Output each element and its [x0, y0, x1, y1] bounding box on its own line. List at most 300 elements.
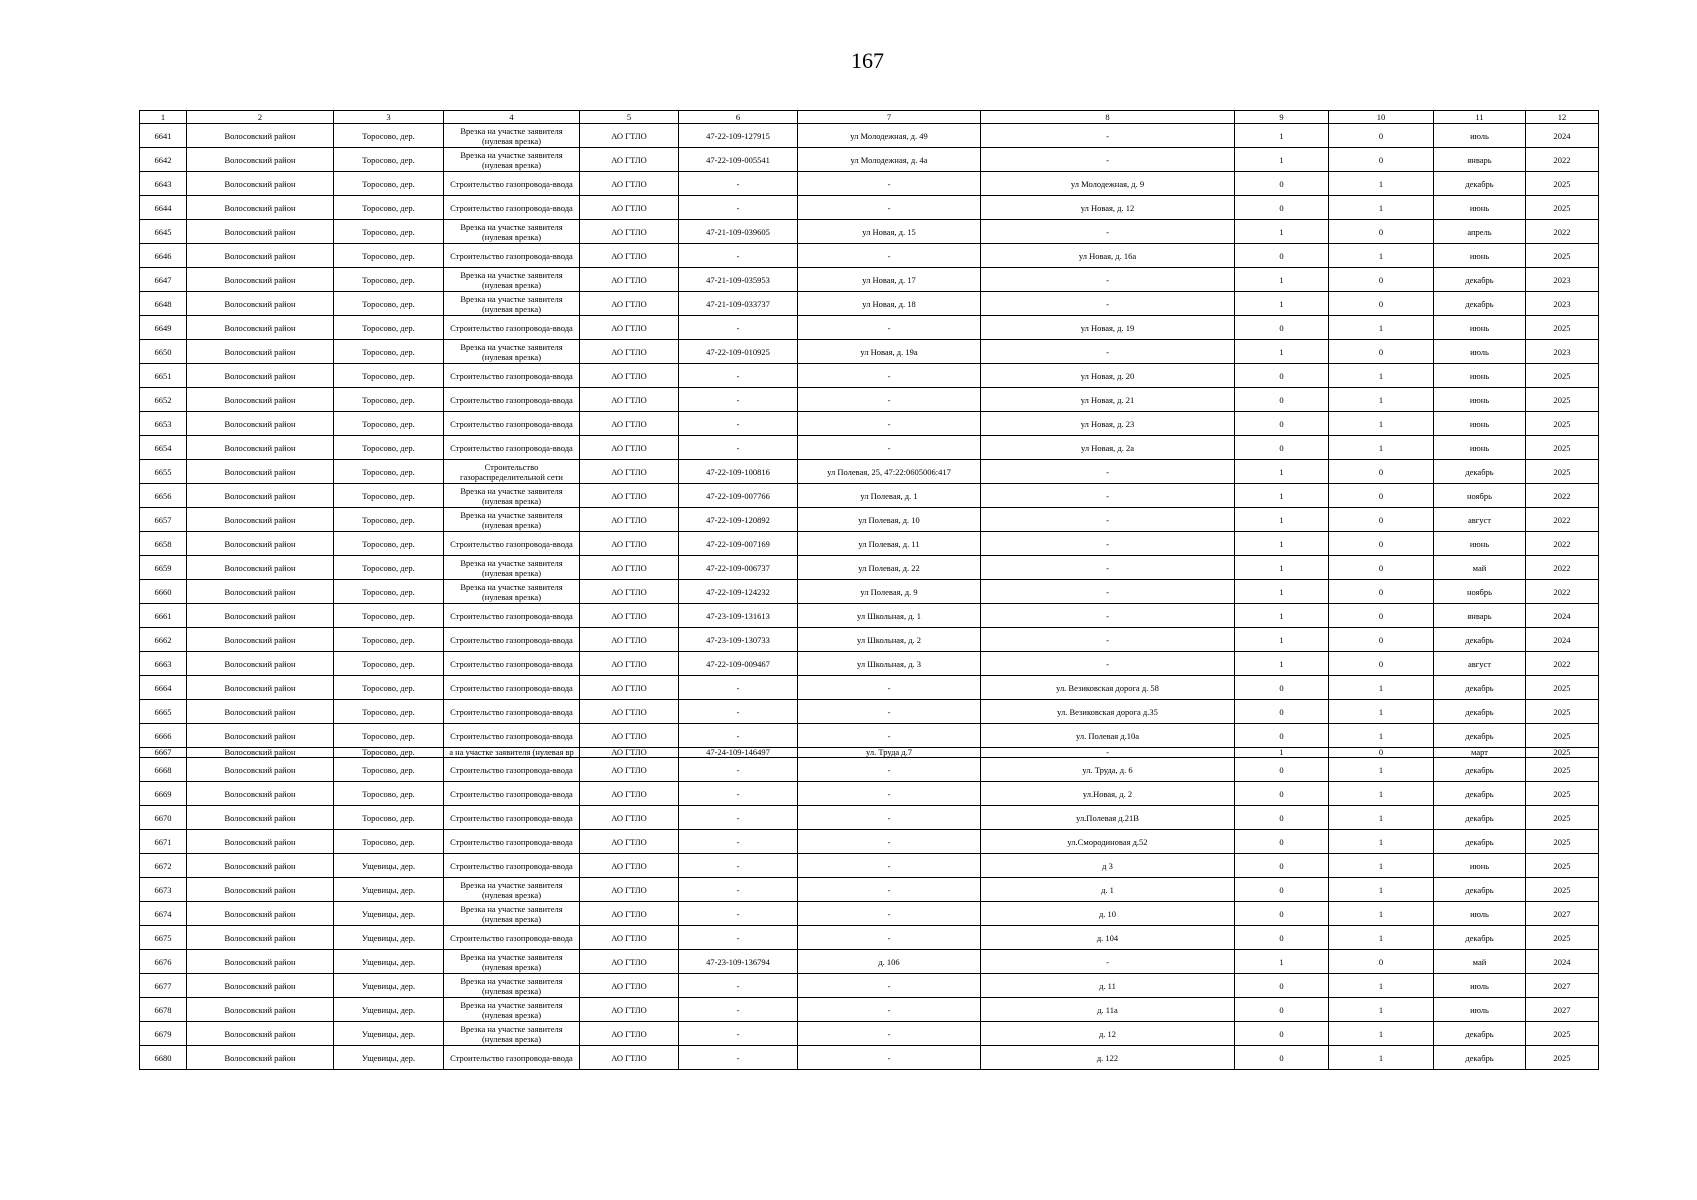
count-col-10-cell: 1: [1329, 806, 1434, 830]
object-address-cell: -: [981, 748, 1235, 758]
count-col-10-cell: 1: [1329, 1046, 1434, 1070]
district-cell: Волосовский район: [187, 974, 334, 998]
settlement-cell: Торосово, дер.: [334, 604, 444, 628]
settlement-cell: Торосово, дер.: [334, 830, 444, 854]
object-address-cell: ул.Полевая д.21В: [981, 806, 1235, 830]
row-number-cell: 6649: [140, 316, 187, 340]
settlement-cell: Ущевицы, дер.: [334, 926, 444, 950]
settlement-cell: Торосово, дер.: [334, 316, 444, 340]
count-col-9-cell: 0: [1235, 974, 1329, 998]
application-number-cell: 47-22-109-007169: [679, 532, 798, 556]
table-row: [140, 364, 1599, 388]
count-col-9-cell: 0: [1235, 782, 1329, 806]
count-col-10-cell: 0: [1329, 292, 1434, 316]
organization-cell: АО ГТЛО: [580, 806, 679, 830]
application-number-cell: -: [679, 806, 798, 830]
count-col-9-cell: 0: [1235, 172, 1329, 196]
application-number-cell: -: [679, 196, 798, 220]
year-cell: 2022: [1526, 652, 1599, 676]
settlement-cell: Торосово, дер.: [334, 556, 444, 580]
connection-address-cell: -: [798, 758, 981, 782]
row-number-cell: 6641: [140, 124, 187, 148]
object-address-cell: д. 11а: [981, 998, 1235, 1022]
table-row: [140, 412, 1599, 436]
object-address-cell: ул. Везиковская дорога д. 58: [981, 676, 1235, 700]
count-col-10-cell: 1: [1329, 364, 1434, 388]
month-cell: август: [1434, 508, 1526, 532]
work-type-cell: Врезка на участке заявителя (нулевая врезка): [444, 508, 580, 532]
settlement-cell: Торосово, дер.: [334, 700, 444, 724]
row-number-cell: 6650: [140, 340, 187, 364]
object-address-cell: ул. Полевая д.10а: [981, 724, 1235, 748]
count-col-10-cell: 0: [1329, 748, 1434, 758]
object-address-cell: -: [981, 340, 1235, 364]
row-number-cell: 6642: [140, 148, 187, 172]
count-col-9-cell: 0: [1235, 676, 1329, 700]
settlement-cell: Торосово, дер.: [334, 412, 444, 436]
count-col-9-cell: 1: [1235, 652, 1329, 676]
organization-cell: АО ГТЛО: [580, 724, 679, 748]
connection-address-cell: -: [798, 1046, 981, 1070]
settlement-cell: Торосово, дер.: [334, 806, 444, 830]
year-cell: 2022: [1526, 532, 1599, 556]
year-cell: 2022: [1526, 556, 1599, 580]
district-cell: Волосовский район: [187, 244, 334, 268]
count-col-9-cell: 0: [1235, 854, 1329, 878]
object-address-cell: -: [981, 508, 1235, 532]
organization-cell: АО ГТЛО: [580, 364, 679, 388]
connection-address-cell: ул Новая, д. 19а: [798, 340, 981, 364]
month-cell: декабрь: [1434, 724, 1526, 748]
year-cell: 2025: [1526, 196, 1599, 220]
year-cell: 2025: [1526, 878, 1599, 902]
year-cell: 2022: [1526, 148, 1599, 172]
object-address-cell: ул. Труда, д. 6: [981, 758, 1235, 782]
work-type-cell: Врезка на участке заявителя (нулевая врезка): [444, 998, 580, 1022]
work-type-cell: Строительство газопровода-ввода: [444, 628, 580, 652]
connection-address-cell: -: [798, 926, 981, 950]
count-col-9-cell: 1: [1235, 580, 1329, 604]
settlement-cell: Торосово, дер.: [334, 508, 444, 532]
month-cell: январь: [1434, 148, 1526, 172]
connection-address-cell: -: [798, 782, 981, 806]
work-type-cell: Строительство газопровода-ввода: [444, 532, 580, 556]
object-address-cell: -: [981, 220, 1235, 244]
year-cell: 2025: [1526, 1022, 1599, 1046]
organization-cell: АО ГТЛО: [580, 652, 679, 676]
object-address-cell: -: [981, 556, 1235, 580]
connection-address-cell: -: [798, 830, 981, 854]
settlement-cell: Ущевицы, дер.: [334, 974, 444, 998]
district-cell: Волосовский район: [187, 604, 334, 628]
district-cell: Волосовский район: [187, 460, 334, 484]
month-cell: ноябрь: [1434, 580, 1526, 604]
district-cell: Волосовский район: [187, 902, 334, 926]
count-col-10-cell: 1: [1329, 412, 1434, 436]
table-row: [140, 700, 1599, 724]
application-number-cell: 47-22-109-007766: [679, 484, 798, 508]
table-row: [140, 316, 1599, 340]
settlement-cell: Торосово, дер.: [334, 724, 444, 748]
organization-cell: АО ГТЛО: [580, 580, 679, 604]
application-number-cell: 47-22-109-120892: [679, 508, 798, 532]
count-col-10-cell: 1: [1329, 830, 1434, 854]
count-col-10-cell: 1: [1329, 388, 1434, 412]
settlement-cell: Торосово, дер.: [334, 244, 444, 268]
district-cell: Волосовский район: [187, 124, 334, 148]
work-type-cell: Врезка на участке заявителя (нулевая врезка): [444, 902, 580, 926]
application-number-cell: -: [679, 1046, 798, 1070]
count-col-10-cell: 1: [1329, 998, 1434, 1022]
count-col-9-cell: 0: [1235, 412, 1329, 436]
settlement-cell: Ущевицы, дер.: [334, 854, 444, 878]
application-number-cell: 47-23-109-130733: [679, 628, 798, 652]
count-col-10-cell: 1: [1329, 974, 1434, 998]
work-type-cell: Врезка на участке заявителя (нулевая врезка): [444, 1022, 580, 1046]
count-col-10-cell: 0: [1329, 950, 1434, 974]
table-row: [140, 974, 1599, 998]
year-cell: 2025: [1526, 676, 1599, 700]
month-cell: июнь: [1434, 196, 1526, 220]
row-number-cell: 6676: [140, 950, 187, 974]
application-number-cell: -: [679, 830, 798, 854]
year-cell: 2027: [1526, 974, 1599, 998]
work-type-cell: Строительство газопровода-ввода: [444, 700, 580, 724]
district-cell: Волосовский район: [187, 508, 334, 532]
table-row: [140, 652, 1599, 676]
application-number-cell: 47-22-109-127915: [679, 124, 798, 148]
district-cell: Волосовский район: [187, 806, 334, 830]
row-number-cell: 6671: [140, 830, 187, 854]
connection-address-cell: -: [798, 316, 981, 340]
count-col-9-cell: 1: [1235, 556, 1329, 580]
table-row: [140, 124, 1599, 148]
column-header: 10: [1329, 111, 1434, 124]
district-cell: Волосовский район: [187, 196, 334, 220]
row-number-cell: 6651: [140, 364, 187, 388]
object-address-cell: -: [981, 532, 1235, 556]
table-row: [140, 806, 1599, 830]
object-address-cell: ул Новая, д. 23: [981, 412, 1235, 436]
column-header: 12: [1526, 111, 1599, 124]
count-col-10-cell: 0: [1329, 508, 1434, 532]
table-row: [140, 556, 1599, 580]
connection-address-cell: -: [798, 998, 981, 1022]
table-row: [140, 724, 1599, 748]
count-col-9-cell: 1: [1235, 460, 1329, 484]
settlement-cell: Торосово, дер.: [334, 388, 444, 412]
count-col-10-cell: 1: [1329, 854, 1434, 878]
column-header: 3: [334, 111, 444, 124]
organization-cell: АО ГТЛО: [580, 148, 679, 172]
row-number-cell: 6653: [140, 412, 187, 436]
application-number-cell: -: [679, 902, 798, 926]
month-cell: март: [1434, 748, 1526, 758]
row-number-cell: 6680: [140, 1046, 187, 1070]
work-type-cell: Строительство газопровода-ввода: [444, 412, 580, 436]
month-cell: апрель: [1434, 220, 1526, 244]
year-cell: 2024: [1526, 628, 1599, 652]
district-cell: Волосовский район: [187, 700, 334, 724]
table-row: [140, 950, 1599, 974]
district-cell: Волосовский район: [187, 748, 334, 758]
connection-address-cell: ул Школьная, д. 1: [798, 604, 981, 628]
count-col-10-cell: 0: [1329, 628, 1434, 652]
work-type-cell: Строительство газопровода-ввода: [444, 172, 580, 196]
month-cell: декабрь: [1434, 460, 1526, 484]
row-number-cell: 6647: [140, 268, 187, 292]
organization-cell: АО ГТЛО: [580, 508, 679, 532]
column-header: 11: [1434, 111, 1526, 124]
district-cell: Волосовский район: [187, 950, 334, 974]
work-type-cell: Врезка на участке заявителя (нулевая врезка): [444, 292, 580, 316]
application-number-cell: -: [679, 700, 798, 724]
work-type-cell: Врезка на участке заявителя (нулевая врезка): [444, 340, 580, 364]
count-col-10-cell: 0: [1329, 268, 1434, 292]
connection-address-cell: ул Новая, д. 17: [798, 268, 981, 292]
district-cell: Волосовский район: [187, 926, 334, 950]
work-type-cell: Строительство газопровода-ввода: [444, 1046, 580, 1070]
month-cell: ноябрь: [1434, 484, 1526, 508]
organization-cell: АО ГТЛО: [580, 902, 679, 926]
organization-cell: АО ГТЛО: [580, 220, 679, 244]
connection-address-cell: -: [798, 974, 981, 998]
settlement-cell: Торосово, дер.: [334, 460, 444, 484]
connection-address-cell: -: [798, 854, 981, 878]
year-cell: 2024: [1526, 950, 1599, 974]
district-cell: Волосовский район: [187, 364, 334, 388]
application-number-cell: 47-21-109-039605: [679, 220, 798, 244]
month-cell: июнь: [1434, 532, 1526, 556]
object-address-cell: -: [981, 652, 1235, 676]
connection-address-cell: ул Школьная, д. 2: [798, 628, 981, 652]
year-cell: 2023: [1526, 268, 1599, 292]
organization-cell: АО ГТЛО: [580, 484, 679, 508]
page-number: 167: [851, 48, 884, 73]
settlement-cell: Торосово, дер.: [334, 268, 444, 292]
connection-address-cell: ул Новая, д. 15: [798, 220, 981, 244]
row-number-cell: 6645: [140, 220, 187, 244]
work-type-cell: Строительство газораспределительной сети: [444, 460, 580, 484]
settlement-cell: Торосово, дер.: [334, 220, 444, 244]
connection-address-cell: ул Полевая, д. 9: [798, 580, 981, 604]
table-row: [140, 1022, 1599, 1046]
connection-address-cell: ул Полевая, 25, 47:22:0605006:417: [798, 460, 981, 484]
month-cell: декабрь: [1434, 758, 1526, 782]
district-cell: Волосовский район: [187, 292, 334, 316]
settlement-cell: Торосово, дер.: [334, 148, 444, 172]
district-cell: Волосовский район: [187, 1022, 334, 1046]
object-address-cell: -: [981, 292, 1235, 316]
organization-cell: АО ГТЛО: [580, 412, 679, 436]
settlement-cell: Торосово, дер.: [334, 628, 444, 652]
row-number-cell: 6672: [140, 854, 187, 878]
organization-cell: АО ГТЛО: [580, 244, 679, 268]
table-body: [140, 124, 1599, 1070]
connection-address-cell: ул Новая, д. 18: [798, 292, 981, 316]
row-number-cell: 6668: [140, 758, 187, 782]
connection-address-cell: -: [798, 172, 981, 196]
year-cell: 2023: [1526, 292, 1599, 316]
district-cell: Волосовский район: [187, 854, 334, 878]
row-number-cell: 6674: [140, 902, 187, 926]
organization-cell: АО ГТЛО: [580, 926, 679, 950]
year-cell: 2025: [1526, 388, 1599, 412]
organization-cell: АО ГТЛО: [580, 950, 679, 974]
district-cell: Волосовский район: [187, 436, 334, 460]
district-cell: Волосовский район: [187, 220, 334, 244]
table-row: [140, 508, 1599, 532]
work-type-cell: Строительство газопровода-ввода: [444, 782, 580, 806]
organization-cell: АО ГТЛО: [580, 292, 679, 316]
month-cell: август: [1434, 652, 1526, 676]
row-number-cell: 6660: [140, 580, 187, 604]
application-number-cell: -: [679, 998, 798, 1022]
year-cell: 2025: [1526, 748, 1599, 758]
organization-cell: АО ГТЛО: [580, 854, 679, 878]
organization-cell: АО ГТЛО: [580, 460, 679, 484]
count-col-9-cell: 0: [1235, 1046, 1329, 1070]
row-number-cell: 6664: [140, 676, 187, 700]
district-cell: Волосовский район: [187, 830, 334, 854]
application-number-cell: -: [679, 364, 798, 388]
settlement-cell: Торосово, дер.: [334, 782, 444, 806]
object-address-cell: ул Новая, д. 2а: [981, 436, 1235, 460]
work-type-cell: Строительство газопровода-ввода: [444, 926, 580, 950]
column-header: 4: [444, 111, 580, 124]
connection-address-cell: ул Полевая, д. 22: [798, 556, 981, 580]
count-col-9-cell: 0: [1235, 196, 1329, 220]
month-cell: июль: [1434, 340, 1526, 364]
count-col-9-cell: 1: [1235, 292, 1329, 316]
connection-address-cell: -: [798, 902, 981, 926]
object-address-cell: -: [981, 124, 1235, 148]
year-cell: 2025: [1526, 854, 1599, 878]
month-cell: январь: [1434, 604, 1526, 628]
settlement-cell: Ущевицы, дер.: [334, 1022, 444, 1046]
count-col-9-cell: 0: [1235, 806, 1329, 830]
count-col-10-cell: 1: [1329, 316, 1434, 340]
object-address-cell: д. 1: [981, 878, 1235, 902]
count-col-10-cell: 0: [1329, 124, 1434, 148]
object-address-cell: ул Молодежная, д. 9: [981, 172, 1235, 196]
count-col-9-cell: 0: [1235, 700, 1329, 724]
count-col-9-cell: 1: [1235, 950, 1329, 974]
connection-address-cell: ул Молодежная, д. 4а: [798, 148, 981, 172]
application-number-cell: 47-22-109-010925: [679, 340, 798, 364]
count-col-9-cell: 0: [1235, 436, 1329, 460]
year-cell: 2025: [1526, 806, 1599, 830]
organization-cell: АО ГТЛО: [580, 340, 679, 364]
table-row: [140, 758, 1599, 782]
district-cell: Волосовский район: [187, 316, 334, 340]
row-number-cell: 6644: [140, 196, 187, 220]
district-cell: Волосовский район: [187, 412, 334, 436]
application-number-cell: 47-21-109-035953: [679, 268, 798, 292]
application-number-cell: 47-22-109-006737: [679, 556, 798, 580]
count-col-10-cell: 1: [1329, 782, 1434, 806]
year-cell: 2025: [1526, 412, 1599, 436]
year-cell: 2025: [1526, 1046, 1599, 1070]
work-type-cell: Врезка на участке заявителя (нулевая врезка): [444, 974, 580, 998]
object-address-cell: ул Новая, д. 21: [981, 388, 1235, 412]
count-col-9-cell: 1: [1235, 220, 1329, 244]
settlement-cell: Ущевицы, дер.: [334, 902, 444, 926]
table-row: [140, 436, 1599, 460]
district-cell: Волосовский район: [187, 172, 334, 196]
count-col-9-cell: 0: [1235, 1022, 1329, 1046]
object-address-cell: ул. Везиковская дорога д.35: [981, 700, 1235, 724]
object-address-cell: -: [981, 950, 1235, 974]
district-cell: Волосовский район: [187, 878, 334, 902]
row-number-cell: 6661: [140, 604, 187, 628]
application-number-cell: -: [679, 758, 798, 782]
count-col-9-cell: 0: [1235, 758, 1329, 782]
connection-address-cell: -: [798, 1022, 981, 1046]
settlement-cell: Ущевицы, дер.: [334, 998, 444, 1022]
row-number-cell: 6669: [140, 782, 187, 806]
object-address-cell: д. 122: [981, 1046, 1235, 1070]
month-cell: июнь: [1434, 388, 1526, 412]
settlement-cell: Торосово, дер.: [334, 292, 444, 316]
row-number-cell: 6643: [140, 172, 187, 196]
district-cell: Волосовский район: [187, 148, 334, 172]
count-col-10-cell: 0: [1329, 580, 1434, 604]
table-row: [140, 268, 1599, 292]
data-table: [139, 110, 1599, 1070]
month-cell: июнь: [1434, 436, 1526, 460]
month-cell: декабрь: [1434, 700, 1526, 724]
settlement-cell: Торосово, дер.: [334, 580, 444, 604]
organization-cell: АО ГТЛО: [580, 436, 679, 460]
organization-cell: АО ГТЛО: [580, 830, 679, 854]
work-type-cell: Врезка на участке заявителя (нулевая врезка): [444, 580, 580, 604]
organization-cell: АО ГТЛО: [580, 124, 679, 148]
row-number-cell: 6656: [140, 484, 187, 508]
settlement-cell: Торосово, дер.: [334, 484, 444, 508]
connection-address-cell: -: [798, 364, 981, 388]
row-number-cell: 6665: [140, 700, 187, 724]
column-header: 5: [580, 111, 679, 124]
connection-address-cell: -: [798, 806, 981, 830]
application-number-cell: -: [679, 172, 798, 196]
row-number-cell: 6678: [140, 998, 187, 1022]
organization-cell: АО ГТЛО: [580, 1046, 679, 1070]
connection-address-cell: -: [798, 196, 981, 220]
organization-cell: АО ГТЛО: [580, 1022, 679, 1046]
work-type-cell: Строительство газопровода-ввода: [444, 724, 580, 748]
count-col-9-cell: 1: [1235, 268, 1329, 292]
column-header: 9: [1235, 111, 1329, 124]
row-number-cell: 6657: [140, 508, 187, 532]
count-col-10-cell: 0: [1329, 340, 1434, 364]
count-col-9-cell: 1: [1235, 508, 1329, 532]
column-header: 2: [187, 111, 334, 124]
object-address-cell: ул Новая, д. 19: [981, 316, 1235, 340]
district-cell: Волосовский район: [187, 676, 334, 700]
settlement-cell: Торосово, дер.: [334, 124, 444, 148]
table-row: [140, 926, 1599, 950]
count-col-9-cell: 1: [1235, 604, 1329, 628]
month-cell: декабрь: [1434, 806, 1526, 830]
application-number-cell: 47-22-109-005541: [679, 148, 798, 172]
count-col-9-cell: 1: [1235, 124, 1329, 148]
month-cell: июнь: [1434, 244, 1526, 268]
district-cell: Волосовский район: [187, 652, 334, 676]
organization-cell: АО ГТЛО: [580, 878, 679, 902]
settlement-cell: Торосово, дер.: [334, 532, 444, 556]
row-number-cell: 6675: [140, 926, 187, 950]
